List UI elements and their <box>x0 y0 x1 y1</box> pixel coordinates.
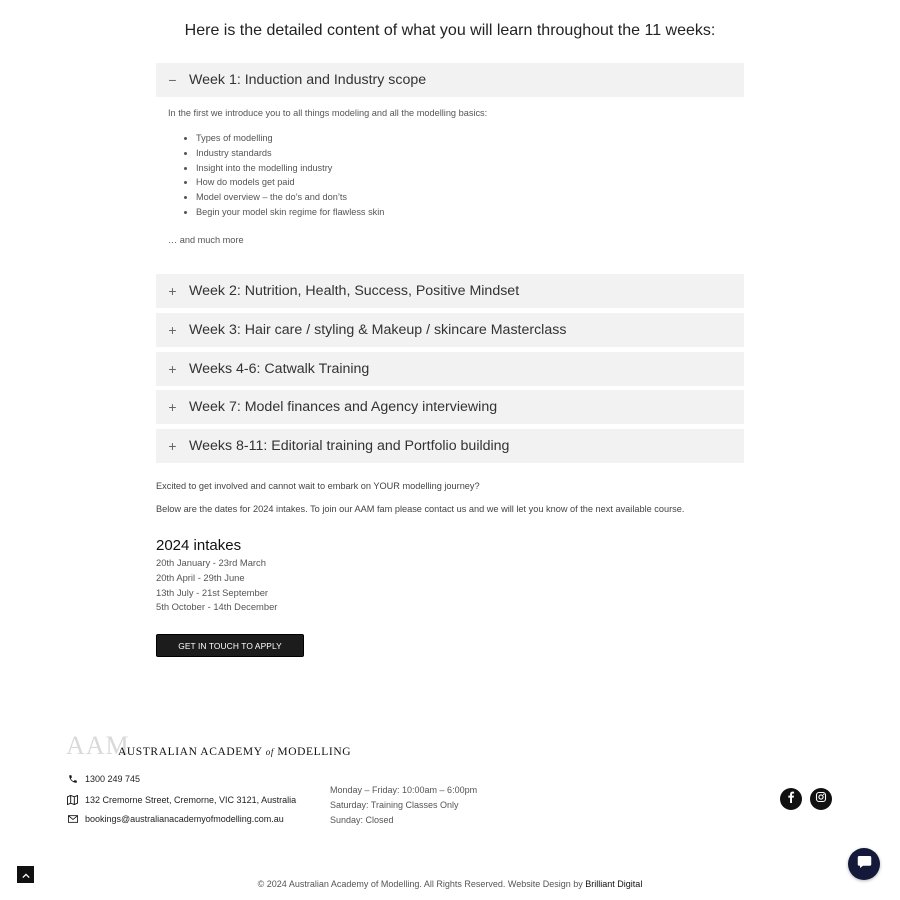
logo-wordmark: AUSTRALIAN ACADEMY of MODELLING <box>118 746 352 758</box>
phone-icon <box>67 773 78 784</box>
excited-text: Excited to get involved and cannot wait to embark on YOUR modelling journey? <box>156 481 480 491</box>
instagram-icon <box>815 790 827 808</box>
collapse-icon: − <box>168 72 177 88</box>
instagram-link[interactable] <box>810 788 832 810</box>
hours-line: Monday – Friday: 10:00am – 6:00pm <box>330 785 478 795</box>
section-heading: Here is the detailed content of what you will learn throughout the 11 weeks: <box>184 22 716 39</box>
accordion-title: Week 7: Model finances and Agency interviewing <box>189 399 498 415</box>
phone-number: 1300 249 745 <box>85 773 141 784</box>
list-item: • Industry standards <box>196 146 728 161</box>
accordion-title: Week 1: Induction and Industry scope <box>189 72 427 88</box>
accordion-week-2[interactable] <box>156 274 744 308</box>
accordion-week-1[interactable] <box>156 63 744 97</box>
list-item: • Model overview – the do’s and don’ts <box>196 190 728 205</box>
week-1-intro: In the first we introduce you to all things modeling and all the modelling basics: <box>168 108 488 118</box>
footer-phone[interactable] <box>67 773 140 784</box>
intakes-list <box>156 556 277 615</box>
accordion-title: Week 3: Hair care / styling & Makeup / skincare Masterclass <box>189 322 567 338</box>
expand-icon: + <box>168 283 177 299</box>
list-item: • Begin your model skin regime for flawless skin <box>196 205 728 220</box>
footer-address[interactable] <box>67 794 296 805</box>
accordion-weeks-8-11[interactable] <box>156 429 744 463</box>
hours-line: Saturday: Training Classes Only <box>330 800 459 810</box>
opening-hours <box>330 783 477 828</box>
list-item: • Types of modelling <box>196 131 728 146</box>
scroll-to-top-button[interactable] <box>17 866 34 883</box>
expand-icon: + <box>168 322 177 338</box>
chat-widget-button[interactable] <box>848 848 880 880</box>
copyright-text: © 2024 Australian Academy of Modelling. All Rights Reserved. Website Design by <box>257 879 586 889</box>
accordion-title: Week 2: Nutrition, Health, Success, Positive Mindset <box>189 283 520 299</box>
intake-date: 5th October - 14th December <box>156 601 278 613</box>
expand-icon: + <box>168 438 177 454</box>
intake-date: 20th April - 29th June <box>156 571 245 583</box>
week-1-topics <box>168 131 728 220</box>
footer-email[interactable] <box>67 813 284 824</box>
chat-bubble-icon <box>857 855 872 874</box>
address-text: 132 Cremorne Street, Cremorne, VIC 3121, Australia <box>85 794 297 805</box>
accordion-week-7[interactable] <box>156 390 744 424</box>
accordion-week-1-content <box>168 108 728 245</box>
expand-icon: + <box>168 361 177 377</box>
facebook-icon <box>787 790 795 808</box>
apply-button[interactable]: GET IN TOUCH TO APPLY <box>156 634 304 657</box>
accordion-title: Weeks 4-6: Catwalk Training <box>189 361 370 377</box>
email-address: bookings@australianacademyofmodelling.com.au <box>85 813 284 824</box>
intakes-title: 2024 intakes <box>156 537 242 554</box>
intakes-description: Below are the dates for 2024 intakes. To join our AAM fam please contact us and we will let you know of the next available course. <box>156 504 685 514</box>
hours-line: Sunday: Closed <box>330 815 394 825</box>
chevron-up-icon <box>22 866 30 884</box>
list-item: • How do models get paid <box>196 175 728 190</box>
designer-link[interactable]: Brilliant Digital <box>585 879 643 889</box>
map-icon <box>67 794 78 805</box>
footer-logo[interactable] <box>66 731 356 761</box>
copyright <box>0 879 900 889</box>
intake-date: 20th January - 23rd March <box>156 557 266 568</box>
accordion-title: Weeks 8-11: Editorial training and Portfolio building <box>189 438 510 454</box>
accordion-weeks-4-6[interactable] <box>156 352 744 386</box>
intake-date: 13th July - 21st September <box>156 586 269 598</box>
expand-icon: + <box>168 399 177 415</box>
accordion-week-3[interactable] <box>156 313 744 347</box>
week-1-more: … and much more <box>168 234 244 245</box>
list-item: • Insight into the modelling industry <box>196 161 728 176</box>
mail-icon <box>67 813 78 824</box>
facebook-link[interactable] <box>780 788 802 810</box>
logo-monogram: AAM <box>66 731 130 760</box>
